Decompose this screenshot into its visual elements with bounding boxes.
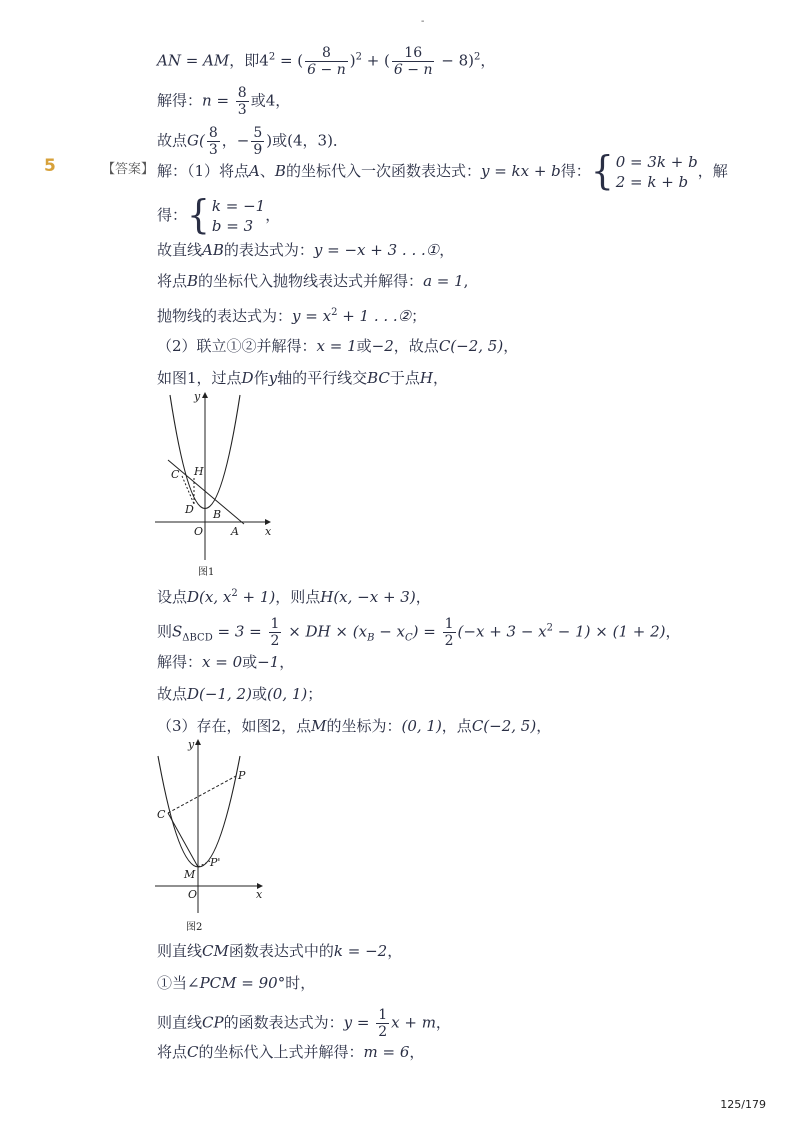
line-case-right-angle bbox=[157, 973, 315, 993]
label-y: y bbox=[194, 390, 201, 403]
line-solve-m bbox=[157, 1042, 424, 1062]
text: ， bbox=[536, 717, 552, 735]
line-cp-expression bbox=[157, 1008, 451, 1039]
math: S bbox=[172, 622, 183, 641]
math: D(−1, 2) bbox=[187, 685, 252, 703]
den: 3 bbox=[208, 142, 218, 158]
math: ) = bbox=[412, 622, 441, 641]
sup: 2 bbox=[331, 307, 338, 318]
text: 或 bbox=[242, 653, 258, 671]
math: AB bbox=[202, 241, 224, 259]
math: + 1) bbox=[237, 588, 276, 606]
sub: B bbox=[367, 632, 375, 644]
line-point-d bbox=[157, 684, 322, 704]
sub: ΔBCD bbox=[182, 632, 213, 644]
den: 2 bbox=[444, 633, 454, 649]
line-area-bcd bbox=[157, 617, 681, 649]
math: − 8) bbox=[436, 51, 474, 70]
math: C bbox=[187, 1043, 199, 1061]
eq-row: k = −1 bbox=[211, 197, 266, 215]
text: 得： bbox=[560, 162, 591, 180]
text: 设点 bbox=[157, 588, 188, 606]
math: A bbox=[249, 162, 260, 180]
figure-1 bbox=[150, 390, 285, 580]
text: 函数表达式中的 bbox=[228, 942, 334, 960]
math: H bbox=[419, 369, 433, 387]
text: 于点 bbox=[389, 369, 420, 387]
num: 1 bbox=[378, 1007, 388, 1023]
math: ∠PCM = 90° bbox=[187, 974, 286, 992]
math: = ( bbox=[275, 51, 304, 70]
text: 将点 bbox=[157, 272, 188, 290]
text: 的坐标为： bbox=[326, 717, 402, 735]
num: 16 bbox=[392, 46, 435, 62]
math: − 1) × (1 + 2) bbox=[553, 622, 666, 641]
fraction bbox=[392, 46, 435, 77]
eq-row: b = 3 bbox=[211, 217, 254, 235]
math: M bbox=[311, 717, 327, 735]
label-x: x bbox=[256, 888, 263, 901]
den: 2 bbox=[270, 633, 280, 649]
num: 5 bbox=[253, 125, 263, 141]
math: BC bbox=[367, 369, 390, 387]
text: 或 bbox=[251, 685, 267, 703]
math: m = 6 bbox=[363, 1043, 410, 1061]
math: −1 bbox=[257, 653, 280, 671]
label-p: P bbox=[238, 769, 246, 782]
line-cm-k bbox=[157, 941, 402, 961]
text: 的函数表达式为： bbox=[223, 1013, 344, 1032]
label-d: D bbox=[185, 503, 194, 516]
math: (−x + 3 − x bbox=[457, 622, 547, 641]
cm-segment bbox=[168, 813, 198, 867]
math: a = 1 bbox=[423, 272, 464, 290]
fraction bbox=[305, 46, 348, 77]
sup: 2 bbox=[231, 588, 238, 599]
label-o: O bbox=[188, 888, 198, 901]
text: ，即4 bbox=[229, 51, 269, 70]
line-solve-x bbox=[157, 652, 294, 672]
math: G( bbox=[187, 131, 205, 150]
text: ，− bbox=[221, 131, 250, 150]
math: = 3 = bbox=[212, 622, 267, 641]
text: )或(4，3)． bbox=[266, 131, 348, 150]
answer-tag: 【答案】 bbox=[102, 162, 155, 177]
text: 或 bbox=[356, 337, 372, 355]
math: y = bbox=[343, 1013, 375, 1032]
text: 解得： bbox=[157, 653, 203, 671]
text: , bbox=[463, 272, 469, 290]
text: 将点 bbox=[157, 1043, 188, 1061]
math: n = bbox=[202, 91, 234, 110]
num: 8 bbox=[305, 46, 348, 62]
math: CM bbox=[202, 942, 229, 960]
text: 如图1，过点 bbox=[157, 369, 242, 387]
sub: C bbox=[405, 632, 413, 644]
label-x: x bbox=[265, 525, 272, 538]
label-y: y bbox=[188, 738, 195, 751]
top-mark: - bbox=[421, 16, 425, 27]
math: ) bbox=[349, 51, 356, 70]
text: ，解 bbox=[697, 162, 728, 180]
den: 9 bbox=[253, 142, 263, 158]
page-number: 125/179 bbox=[720, 1098, 766, 1111]
line-ab-expression bbox=[157, 240, 454, 260]
label-o: O bbox=[194, 525, 204, 538]
eq-row: 0 = 3k + b bbox=[615, 153, 698, 171]
fraction bbox=[236, 86, 249, 117]
text: ， bbox=[432, 369, 448, 387]
sup: 2 bbox=[473, 51, 481, 63]
line-an-am bbox=[157, 46, 495, 77]
fraction bbox=[376, 1008, 389, 1039]
sup: 2 bbox=[355, 51, 362, 63]
text: 则直线 bbox=[157, 942, 203, 960]
label-b: B bbox=[213, 508, 222, 521]
figure-2 bbox=[150, 738, 270, 938]
text: 的坐标代入上式并解得： bbox=[198, 1043, 364, 1061]
caption-figure-2: 图2 bbox=[186, 922, 203, 933]
den: 3 bbox=[237, 102, 247, 118]
num: 1 bbox=[270, 616, 280, 632]
math: H(x, −x + 3) bbox=[320, 588, 416, 606]
den: 6 − n bbox=[307, 62, 346, 78]
math: D(x, x bbox=[187, 588, 232, 606]
label-a: A bbox=[231, 525, 239, 538]
label-h: H bbox=[194, 465, 204, 478]
text: ，故点 bbox=[393, 337, 439, 355]
text: 得： bbox=[157, 206, 188, 224]
text: ，则点 bbox=[275, 588, 321, 606]
text: 故直线 bbox=[157, 241, 203, 259]
eq-row: 2 = k + b bbox=[615, 173, 689, 191]
fraction bbox=[269, 617, 282, 648]
text: ， bbox=[415, 588, 431, 606]
text: 时， bbox=[285, 974, 316, 992]
text: ； bbox=[411, 307, 427, 325]
den: 2 bbox=[378, 1024, 388, 1040]
brace: { bbox=[187, 192, 210, 238]
den: 6 − n bbox=[393, 62, 433, 78]
text: 轴的平行线交 bbox=[277, 369, 368, 387]
math: y = −x + 3 . . .① bbox=[313, 241, 440, 259]
text: 抛物线的表达式为： bbox=[157, 307, 293, 325]
text: ， bbox=[387, 942, 403, 960]
text: 故点 bbox=[157, 685, 188, 703]
math: C(−2, 5) bbox=[438, 337, 504, 355]
text: ， bbox=[503, 337, 519, 355]
math: × DH × (x bbox=[283, 622, 368, 641]
math: x = 0 bbox=[202, 653, 243, 671]
text: 的表达式为： bbox=[223, 241, 314, 259]
num: 8 bbox=[237, 85, 247, 101]
line-solve-a bbox=[157, 271, 468, 291]
text: 故点 bbox=[157, 131, 188, 150]
math: y = kx + b bbox=[480, 162, 561, 180]
line-figure1-intro bbox=[157, 368, 448, 388]
text: 则直线 bbox=[157, 1013, 203, 1032]
text: ， bbox=[439, 241, 455, 259]
sup: 2 bbox=[546, 622, 554, 634]
mp-segment bbox=[198, 861, 210, 867]
math: k = −2 bbox=[333, 942, 388, 960]
math: (0, 1) bbox=[266, 685, 308, 703]
label-c: C bbox=[157, 808, 166, 821]
text: ， bbox=[435, 1013, 451, 1032]
text: ， bbox=[279, 653, 295, 671]
math: + ( bbox=[361, 51, 390, 70]
cp-segment bbox=[168, 776, 236, 813]
text: 解：（1）将点 bbox=[157, 162, 250, 180]
math: y = x bbox=[292, 307, 332, 325]
text: 的坐标代入抛物线表达式并解得： bbox=[198, 272, 424, 290]
line-set-d bbox=[157, 584, 431, 607]
fraction bbox=[443, 617, 456, 648]
label-p-prime: P' bbox=[210, 856, 221, 869]
math: AN = AM bbox=[157, 51, 230, 70]
label-m: M bbox=[184, 868, 196, 881]
math: D bbox=[241, 369, 254, 387]
text: ， bbox=[265, 206, 281, 224]
text: 或4， bbox=[250, 91, 291, 110]
question-number: 5 bbox=[44, 156, 56, 176]
text: ①当 bbox=[157, 974, 188, 992]
text: ， bbox=[665, 622, 681, 641]
line-part2-intersection bbox=[157, 336, 518, 356]
equation-system bbox=[212, 196, 265, 236]
caption-figure-1: 图1 bbox=[198, 567, 215, 578]
line-solve-n bbox=[157, 86, 290, 117]
math: + 1 . . .② bbox=[337, 307, 412, 325]
math: x + m bbox=[391, 1013, 436, 1032]
math: (0, 1) bbox=[401, 717, 442, 735]
num: 8 bbox=[208, 125, 218, 141]
math: CP bbox=[202, 1013, 224, 1032]
text: ，点 bbox=[441, 717, 472, 735]
line-solved-kb bbox=[157, 192, 281, 238]
sup: 2 bbox=[268, 51, 276, 63]
text: 的坐标代入一次函数表达式： bbox=[285, 162, 481, 180]
math: B bbox=[187, 272, 199, 290]
num: 1 bbox=[444, 616, 454, 632]
math: B bbox=[274, 162, 286, 180]
text: 则 bbox=[157, 622, 173, 641]
line-part3-exists bbox=[157, 716, 551, 736]
text: ， bbox=[480, 51, 496, 70]
text: 作 bbox=[253, 369, 269, 387]
line-part1-substitute bbox=[157, 148, 728, 194]
text: ， bbox=[409, 1043, 425, 1061]
text: （3）存在，如图2，点 bbox=[157, 717, 312, 735]
text: 、 bbox=[259, 162, 275, 180]
label-c: C bbox=[171, 468, 180, 481]
math: − x bbox=[374, 622, 405, 641]
equation-system bbox=[616, 152, 698, 192]
brace: { bbox=[590, 148, 614, 194]
line-parabola-expression bbox=[157, 303, 426, 326]
math: x = 1 bbox=[316, 337, 357, 355]
text: （2）联立①②并解得： bbox=[157, 337, 317, 355]
text: 解得： bbox=[157, 91, 203, 110]
math: C(−2, 5) bbox=[471, 717, 537, 735]
math: y bbox=[268, 369, 278, 387]
text: ； bbox=[307, 685, 323, 703]
math: −2 bbox=[371, 337, 394, 355]
